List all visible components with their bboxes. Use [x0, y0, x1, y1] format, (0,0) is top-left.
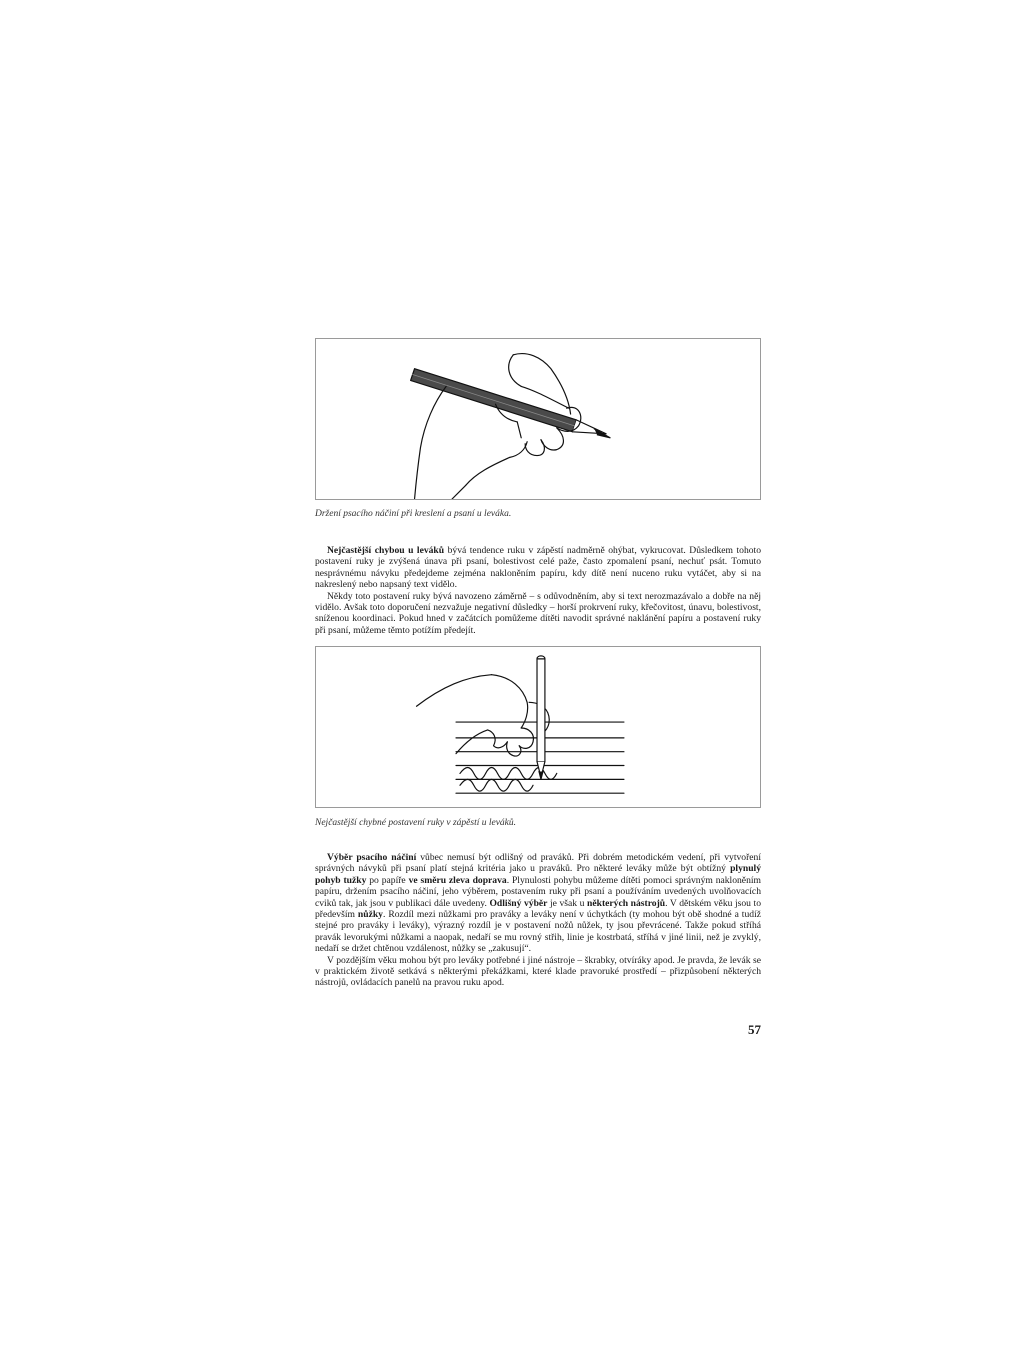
text-run: . Rozdíl mezi nůžkami pro praváky a leváky není v úchytkách (ty mohou být obě shodné a tudíž stejné pro praváky i leváky), výrazný rozdíl je v postavení nožů nůžek, ty jsou převrácené. Takže pokud stříhá pravák levorukými nůžkami a naopak, nedaří se mu rovný střih, linie je kostrbatá, stříhá v jiné linii, než je zvyklý, nedaří se držet chtěnou vzdálenost, nůžky se „zakusují“. [315, 909, 761, 955]
text-run: . V dětském věku jsou to především [315, 897, 761, 921]
bold-text-run: Odlišný výběr [489, 897, 548, 909]
text-run: bývá tendence ruku v zápěstí nadměrně ohýbat, vykrucovat. Důsledkem tohoto postavení ruky je zvýšená únava při psaní, bolestivost celé paže, často zpomalení psaní, nechuť psát. Tomuto nesprávnému návyku předejdeme zejména nakloněním papíru, kdy dítě není nuceno ruku vytáčet, aby si na nakreslený nebo napsaný text vidělo. [315, 545, 761, 591]
bold-text-run: některých nástrojů [587, 897, 666, 909]
section1-text [315, 545, 761, 636]
bold-text-run: Nejčastější chybou u leváků [327, 545, 445, 556]
text-run: Někdy toto postavení ruky bývá navozeno záměrně – s odůvodněním, aby si text nerozmazávalo a dobře na něj vidělo. Avšak toto doporučení nezvažuje negativní důsledky – horší prokrvení ruky, křečovitost, únavu, bolestivost, sníženou koordinaci. Pokud hned v začátcích pomůžeme dítěti navodit správné naklánění papíru a postavení ruky při psaní, můžeme těmto potížím předejít. [315, 590, 761, 636]
figure-wrong-wrist-position [315, 646, 761, 808]
text-run: je však u [547, 897, 588, 909]
bold-text-run: ve směru zleva doprava [408, 874, 507, 886]
text-run: vůbec nemusí být odlišný od praváků. Při dobrém metodickém vedení, při vytvoření správných návyků při psaní platí stejná kritéria jako u praváků. Pro některé leváky může být obtížný [315, 852, 761, 875]
section1-paragraph1 [315, 545, 761, 591]
left-hand-pencil-illustration [316, 339, 760, 499]
bold-text-run: plynulý pohyb tužky [315, 863, 761, 886]
wrong-wrist-illustration [316, 647, 760, 807]
section2-paragraph1 [315, 852, 761, 955]
figure1-caption: Držení psacího náčiní při kreslení a psaní u leváka. [315, 509, 512, 519]
section1-paragraph2 [315, 591, 761, 637]
bold-text-run: Výběr psacího náčiní [327, 852, 417, 863]
figure2-caption: Nejčastější chybné postavení ruky v zápěstí u leváků. [315, 818, 517, 828]
figure-hand-holding-pencil [315, 338, 761, 500]
bold-text-run: nůžky [357, 909, 383, 921]
text-run: . Plynulosti pohybu můžeme dítěti pomoci správným nakloněním papíru, držením psacího náčiní, jeho výběrem, postavením ruky při psaní a používáním uvedených uvolňovacích cviků tak, jak jsou v publikaci dále uvedeny. [315, 874, 761, 909]
text-run: V pozdějším věku mohou být pro leváky potřebné i jiné nástroje – škrabky, otvíráky apod. Je pravda, že levák se v praktickém životě setkává s některými překážkami, které klade pravoruké prostředí – přizpůsobení některých nástrojů, ovládacích panelů na pravou ruku apod. [315, 954, 761, 989]
page-number: 57 [748, 1022, 761, 1037]
text-run: po papíře [366, 874, 409, 886]
section2-text [315, 852, 761, 989]
section2-paragraph2 [315, 955, 761, 989]
